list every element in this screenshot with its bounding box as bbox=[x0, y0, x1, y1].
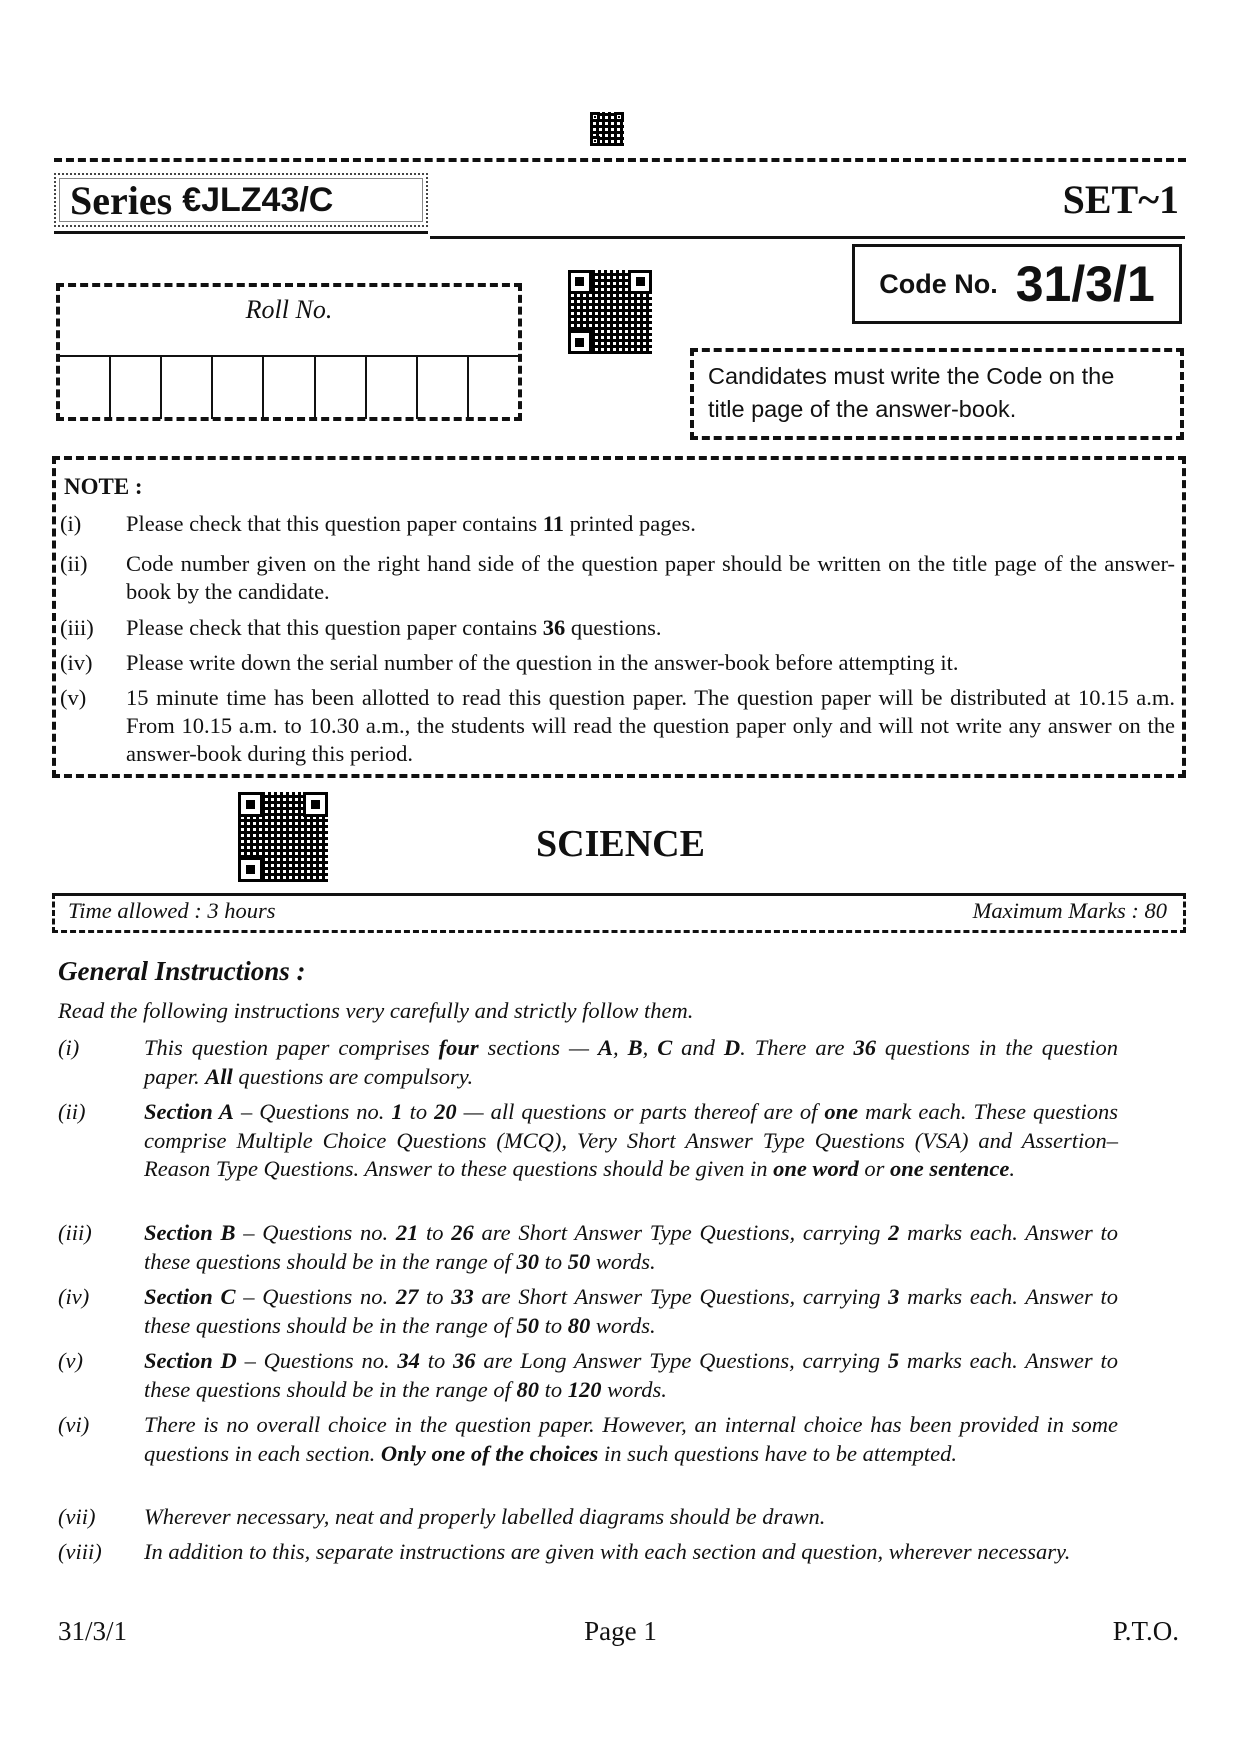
instruction-number: (vi) bbox=[58, 1412, 90, 1437]
note-item-number: (iii) bbox=[60, 615, 94, 640]
instruction-text: Section A – Questions no. 1 to 20 — all questions or parts thereof are of one mark each. These questions comprise Multiple Choice Questions (MCQ), Very Short Answer Type Questions (VSA) and Assertion–Reason Type Questions. Answer to these questions should be given in one word or one sentence. bbox=[144, 1099, 1118, 1181]
instruction-item bbox=[58, 1034, 1118, 1091]
maximum-marks: Maximum Marks : 80 bbox=[972, 898, 1167, 923]
code-label: Code No. bbox=[879, 268, 998, 299]
general-instructions-title: General Instructions : bbox=[58, 956, 306, 986]
roll-cell[interactable] bbox=[418, 357, 469, 419]
series-box bbox=[54, 173, 428, 227]
roll-cell[interactable] bbox=[469, 357, 518, 419]
instruction-item bbox=[58, 1347, 1118, 1404]
roll-number-grid[interactable] bbox=[60, 355, 518, 419]
instruction-number: (iv) bbox=[58, 1284, 90, 1309]
note-item-text: 15 minute time has been allotted to read this question paper. The question paper will be distributed at 10.15 a.m. From 10.15 a.m. to 10.30 a.m., the students will read the question paper only and will not write any answer on the answer-book during this period. bbox=[126, 685, 1175, 766]
roll-cell[interactable] bbox=[213, 357, 264, 419]
set-label: SET~1 bbox=[1062, 177, 1179, 222]
code-value: 31/3/1 bbox=[1015, 256, 1155, 312]
series-underline bbox=[54, 231, 428, 234]
instruction-number: (vii) bbox=[58, 1504, 96, 1529]
roll-cell[interactable] bbox=[162, 357, 213, 419]
roll-cell[interactable] bbox=[316, 357, 367, 419]
note-item-text: Please check that this question paper contains 11 printed pages. bbox=[126, 511, 696, 536]
instruction-text: Wherever necessary, neat and properly labelled diagrams should be drawn. bbox=[144, 1504, 826, 1529]
note-item-text: Code number given on the right hand side of the question paper should be written on the title page of the answer-book by the candidate. bbox=[126, 551, 1175, 604]
series-label: Series bbox=[70, 177, 173, 223]
instruction-item bbox=[58, 1283, 1118, 1340]
instruction-item bbox=[58, 1411, 1118, 1468]
qr-code-top bbox=[590, 112, 624, 146]
note-item bbox=[60, 649, 1175, 677]
candidate-note-box bbox=[690, 348, 1184, 440]
roll-cell[interactable] bbox=[264, 357, 315, 419]
top-dashed-rule bbox=[54, 158, 1186, 162]
instruction-number: (i) bbox=[58, 1035, 80, 1060]
series-code: €JLZ43/C bbox=[182, 180, 334, 219]
candidate-note-line2: title page of the answer-book. bbox=[708, 396, 1017, 422]
instruction-number: (iii) bbox=[58, 1220, 92, 1245]
general-instructions-intro: Read the following instructions very carefully and strictly follow them. bbox=[58, 998, 694, 1023]
instruction-text: This question paper comprises four sections — A, B, C and D. There are 36 questions in the question paper. All questions are compulsory. bbox=[144, 1035, 1119, 1089]
roll-cell[interactable] bbox=[60, 357, 111, 419]
footer-code: 31/3/1 bbox=[58, 1616, 128, 1646]
instruction-text: There is no overall choice in the question paper. However, an internal choice has been provided in some questions in each section. Only one of the choices in such questions have to be attempted. bbox=[144, 1412, 1118, 1466]
note-item-text: Please check that this question paper contains 36 questions. bbox=[126, 615, 662, 640]
instruction-item bbox=[58, 1098, 1118, 1184]
note-item-number: (v) bbox=[60, 685, 87, 710]
instruction-number: (viii) bbox=[58, 1539, 102, 1564]
instruction-text: Section C – Questions no. 27 to 33 are Short Answer Type Questions, carrying 3 marks each. Answer to these questions should be in the range of 50 to 80 words. bbox=[144, 1284, 1118, 1338]
footer-page-number: Page 1 bbox=[584, 1616, 657, 1646]
instruction-text: In addition to this, separate instructions are given with each section and question, wherever necessary. bbox=[144, 1539, 1071, 1564]
instruction-number: (ii) bbox=[58, 1099, 86, 1124]
code-number-box bbox=[852, 244, 1182, 324]
instruction-item bbox=[58, 1538, 1118, 1567]
note-item bbox=[60, 614, 1175, 642]
qr-code-header bbox=[568, 270, 652, 354]
note-item bbox=[60, 684, 1175, 768]
time-allowed: Time allowed : 3 hours bbox=[68, 898, 276, 923]
roll-cell[interactable] bbox=[367, 357, 418, 419]
note-item-text: Please write down the serial number of the question in the answer-book before attempting it. bbox=[126, 650, 959, 675]
instruction-item bbox=[58, 1503, 1118, 1532]
note-title: NOTE : bbox=[64, 474, 143, 499]
subject-title: SCIENCE bbox=[536, 823, 705, 865]
roll-label: Roll No. bbox=[245, 295, 333, 324]
note-item-number: (ii) bbox=[60, 551, 88, 576]
instruction-text: Section D – Questions no. 34 to 36 are Long Answer Type Questions, carrying 5 marks each. Answer to these questions should be in the range of 80 to 120 words. bbox=[144, 1348, 1118, 1402]
note-item-number: (i) bbox=[60, 511, 82, 536]
roll-cell[interactable] bbox=[111, 357, 162, 419]
candidate-note-line1: Candidates must write the Code on the bbox=[708, 363, 1115, 389]
footer-pto: P.T.O. bbox=[1112, 1616, 1179, 1646]
note-item bbox=[60, 510, 1175, 538]
instruction-item bbox=[58, 1219, 1118, 1276]
set-underline bbox=[430, 236, 1185, 239]
instruction-number: (v) bbox=[58, 1348, 83, 1373]
instruction-text: Section B – Questions no. 21 to 26 are Short Answer Type Questions, carrying 2 marks each. Answer to these questions should be in the range of 30 to 50 words. bbox=[144, 1220, 1118, 1274]
note-item bbox=[60, 550, 1175, 606]
note-item-number: (iv) bbox=[60, 650, 93, 675]
